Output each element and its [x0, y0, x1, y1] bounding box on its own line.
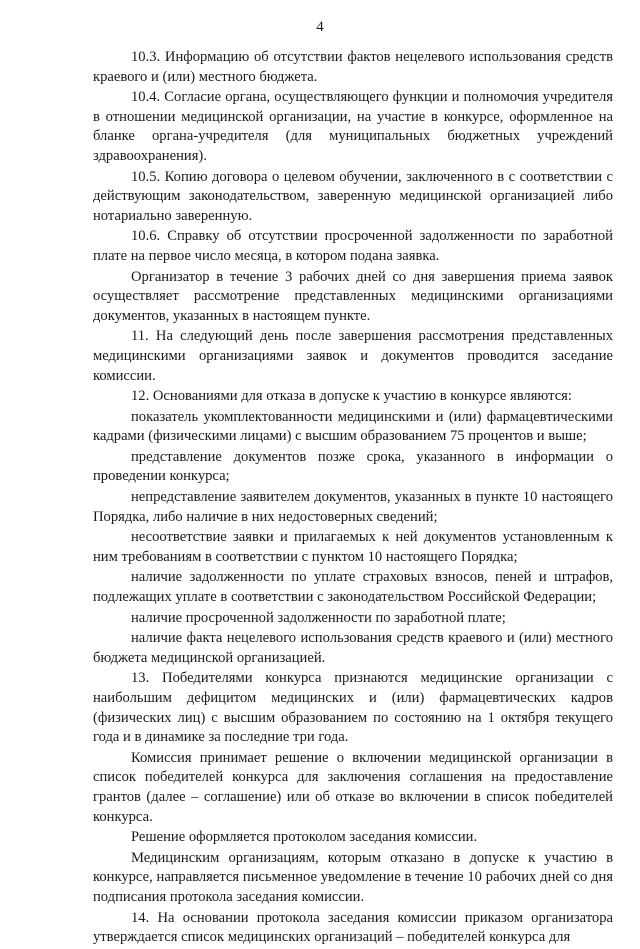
paragraph-14: 14. На основании протокола заседания комиссии приказом организатора утверждается список медицинских организаций – победителей конкурса для: [93, 909, 613, 946]
paragraph-10-4: 10.4. Согласие органа, осуществляющего функции и полномочия учредителя в отношении медицинской организации, на участие в конкурсе, оформленное на бланке органа-учредителя (для муниципальных бюджетных учреждений здравоохранения).: [93, 89, 613, 164]
paragraph-protocol: Решение оформляется протоколом заседания комиссии.: [131, 829, 478, 846]
refusal-reason-insurance-debt: наличие задолженности по уплате страховых взносов, пеней и штрафов, подлежащих уплате в соответствии с законодательством Российской Федерации;: [93, 569, 613, 606]
page-number: 4: [316, 19, 324, 35]
refusal-reason-nonconformity: несоответствие заявки и прилагаемых к ней документов установленным к ним требованиям в соответствии с пунктом 10 настоящего Порядка;: [93, 529, 613, 565]
document-body: [93, 48, 613, 949]
paragraph-commission-decision: Комиссия принимает решение о включении медицинской организации в список победителей конкурса для заключения соглашения на предоставление грантов (далее – соглашение) или об отказе во включении в список победителей конкурса.: [93, 749, 613, 825]
paragraph-10-5: 10.5. Копию договора о целевом обучении, заключенного в с соответствии с действующим законодательством, заверенную медицинской организацией либо нотариально заверенную.: [93, 168, 613, 224]
paragraph-13: 13. Победителями конкурса признаются медицинские организации с наибольшим дефицитом медицинских и (или) фармацевтических кадров (физических лиц) с высшим образованием по состоянию на 1 октября текущего года и в динамике за последние три года.: [93, 670, 613, 746]
paragraph-rejection-notice: Медицинским организациям, которым отказано в допуске к участию в конкурсе, направляется письменное уведомление в течение 10 рабочих дней со дня подписания протокола заседания комиссии.: [93, 849, 613, 905]
paragraph-12: 12. Основаниями для отказа в допуске к участию в конкурсе являются:: [131, 388, 572, 405]
refusal-reason-salary-debt: наличие просроченной задолженности по заработной плате;: [131, 609, 506, 626]
paragraph-11: 11. На следующий день после завершения рассмотрения представленных медицинскими организациями заявок и документов проводится заседание комиссии.: [93, 328, 613, 384]
paragraph-10-3: 10.3. Информацию об отсутствии фактов нецелевого использования средств краевого и (или) местного бюджета.: [93, 49, 613, 85]
refusal-reason-late-documents: представление документов позже срока, указанного в информации о проведении конкурса;: [93, 448, 613, 485]
refusal-reason-staffing: показатель укомплектованности медицинскими и (или) фармацевтическими кадрами (физическими лицами) с высшим образованием 75 процентов и выше;: [93, 408, 613, 445]
paragraph-10-6: 10.6. Справку об отсутствии просроченной задолженности по заработной плате на первое число месяца, в котором подана заявка.: [93, 228, 613, 264]
refusal-reason-missing-documents: непредставление заявителем документов, указанных в пункте 10 настоящего Порядка, либо наличие в них недостоверных сведений;: [93, 489, 613, 525]
refusal-reason-misuse-of-funds: наличие факта нецелевого использования средств краевого и (или) местного бюджета медицинской организацией.: [93, 630, 613, 666]
paragraph-organizer-review: Организатор в течение 3 рабочих дней со дня завершения приема заявок осуществляет рассмотрение представленных медицинскими организациями документов, указанных в настоящем пункте.: [93, 268, 613, 324]
